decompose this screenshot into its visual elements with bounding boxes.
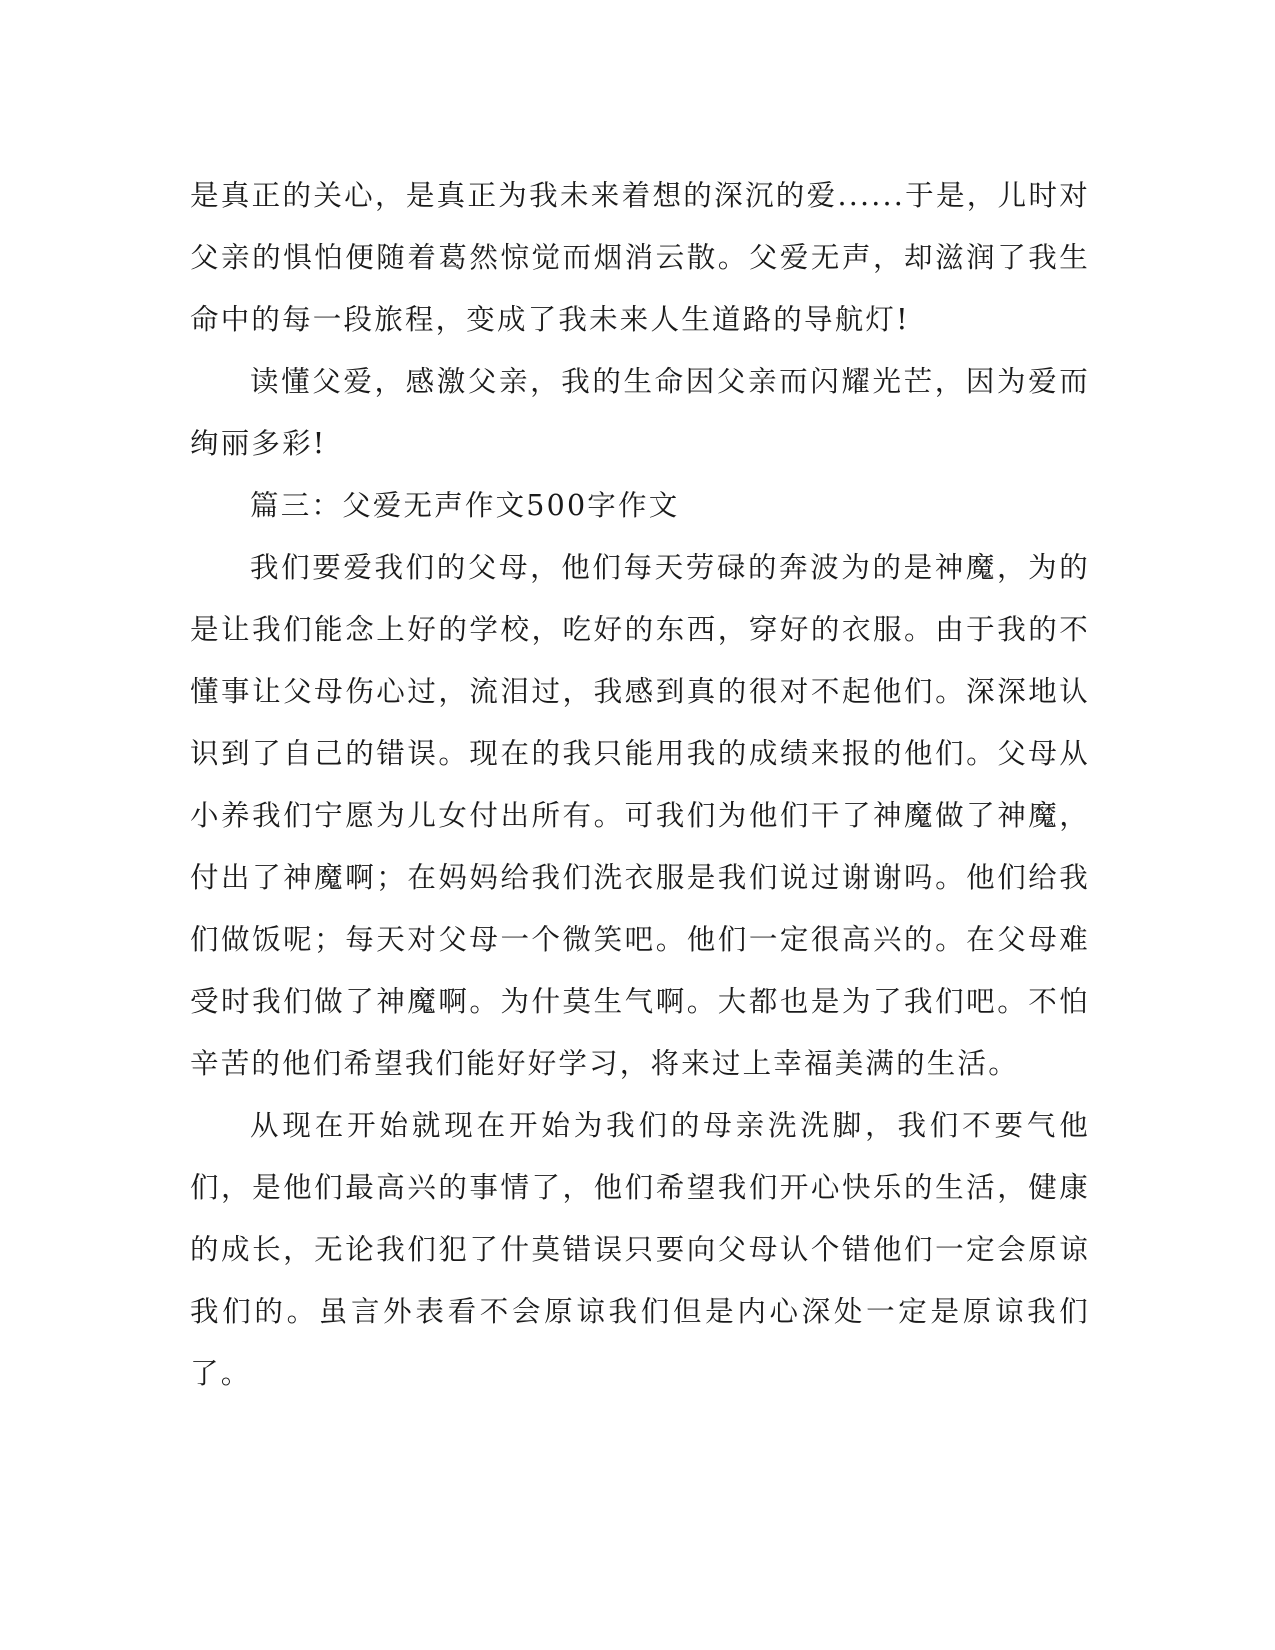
paragraph-love-parents: 我们要爱我们的父母，他们每天劳碌的奔波为的是神魔，为的是让我们能念上好的学校，吃好的东西，穿好的衣服。由于我的不懂事让父母伤心过，流泪过，我感到真的很对不起他们。深深地认识到了自己的错误。现在的我只能用我的成绩来报的他们。父母从小养我们宁愿为儿女付出所有。可我们为他们干了神魔做了神魔，付出了神魔啊；在妈妈给我们洗衣服是我们说过谢谢吗。他们给我们做饭呢；每天对父母一个微笑吧。他们一定很高兴的。在父母难受时我们做了神魔啊。为什莫生气啊。大都也是为了我们吧。不怕辛苦的他们希望我们能好好学习，将来过上幸福美满的生活。 [190, 551, 1090, 1080]
paragraph-start-now: 从现在开始就现在开始为我们的母亲洗洗脚，我们不要气他们，是他们最高兴的事情了，他们希望我们开心快乐的生活，健康的成长，无论我们犯了什莫错误只要向父母认个错他们一定会原谅我们的。虽言外表看不会原谅我们但是内心深处一定是原谅我们了。 [190, 1109, 1090, 1390]
paragraph-gratitude: 读懂父爱，感激父亲，我的生命因父亲而闪耀光芒，因为爱而绚丽多彩! [190, 365, 1090, 460]
paragraph-continued: 是真正的关心，是真正为我未来着想的深沉的爱......于是，儿时对父亲的惧怕便随着葛然惊觉而烟消云散。父爱无声，却滋润了我生命中的每一段旅程，变成了我未来人生道路的导航灯! [190, 179, 1090, 336]
document-body [190, 165, 1090, 1405]
section-heading: 篇三：父爱无声作文500字作文 [250, 489, 680, 522]
